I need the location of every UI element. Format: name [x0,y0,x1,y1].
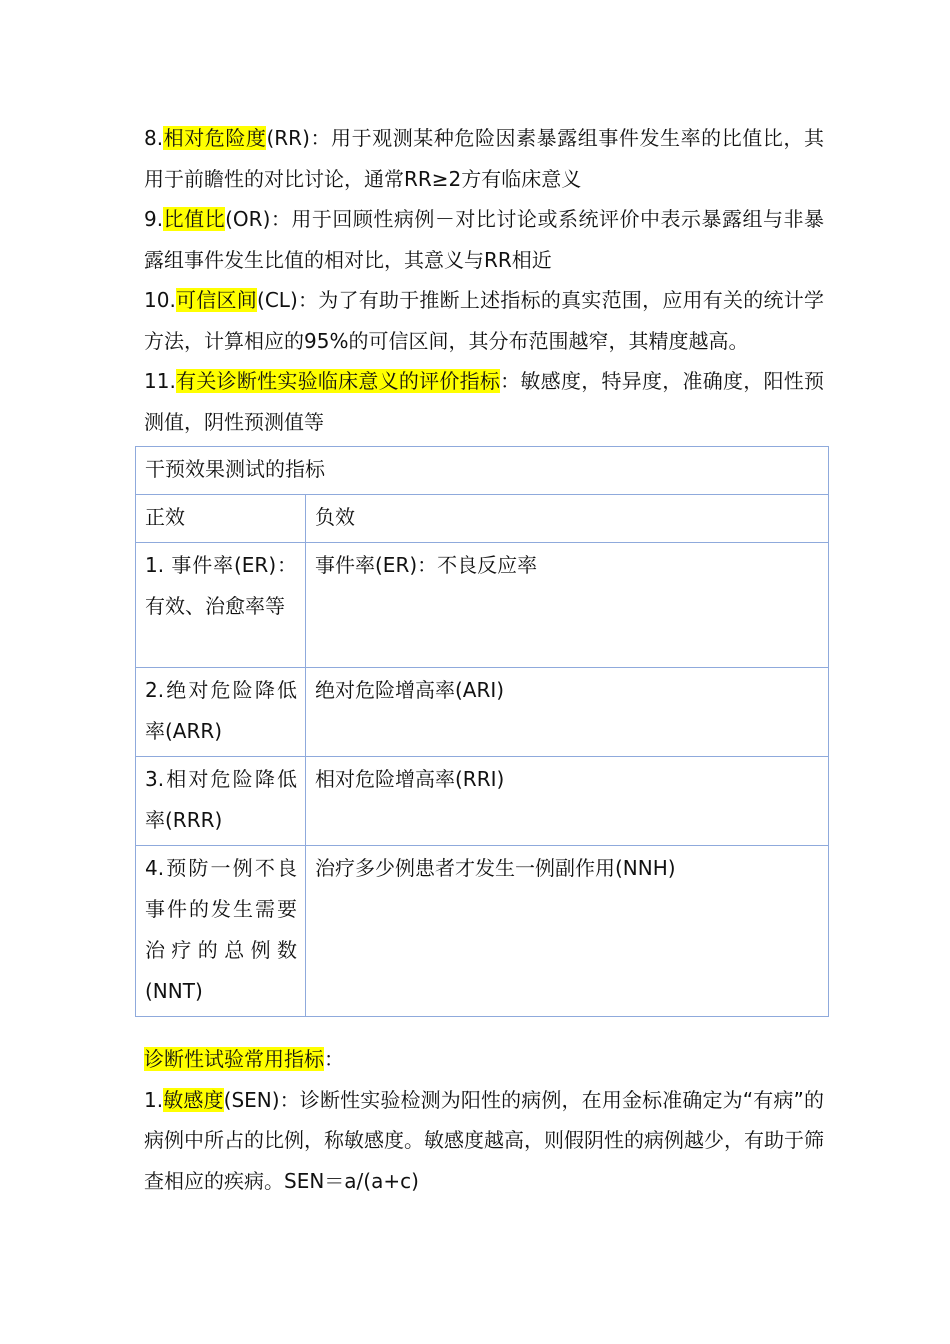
table-title-row [136,447,829,495]
table-cell-negative: 相对危险增高率(RRI) [306,757,829,846]
sen-item: 1.敏感度(SEN)：诊断性实验检测为阳性的病例，在用金标准确定为“有病”的病例中所占的比例，称敏感度。敏感度越高，则假阴性的病例越少，有助于筛查相应的疾病。SEN＝a/(a+c) [144,1087,825,1193]
header-negative: 负效 [306,495,829,543]
table-cell-positive: 3.相对危险降低率(RRR) [136,757,306,846]
highlighted-term: 敏感度 [163,1087,224,1112]
header-positive: 正效 [136,495,306,543]
highlighted-term: 诊断性试验常用指标 [144,1047,324,1071]
table-cell-positive: 2.绝对危险降低率(ARR) [136,668,306,757]
table-row [136,543,829,668]
table-cell-negative: 治疗多少例患者才发生一例副作用(NNH) [306,846,829,1017]
table-cell-negative: 绝对危险增高率(ARI) [306,668,829,757]
table-cell-positive: 1. 事件率(ER)：有效、治愈率等 [136,543,306,668]
table-title: 干预效果测试的指标 [136,447,829,495]
highlighted-term: 比值比 [163,207,226,231]
table-row [136,757,829,846]
table-row [136,846,829,1017]
section-heading: 诊断性试验常用指标： [144,1047,344,1071]
item-9: 9.比值比(OR)：用于回顾性病例－对比讨论或系统评价中表示暴露组与非暴露组事件发生比值的相对比，其意义与RR相近 [144,207,825,272]
item-11: 11.有关诊断性实验临床意义的评价指标：敏感度，特异度，准确度，阳性预测值，阴性预测值等 [144,369,825,434]
table-header-row [136,495,829,543]
item-8: 8.相对危险度(RR)：用于观测某种危险因素暴露组事件发生率的比值比，其用于前瞻性的对比讨论，通常RR≥2方有临床意义 [144,126,824,191]
highlighted-term: 可信区间 [175,288,258,312]
highlighted-term: 相对危险度 [163,126,267,150]
item-10: 10.可信区间(CL)：为了有助于推断上述指标的真实范围，应用有关的统计学方法，计算相应的95%的可信区间，其分布范围越窄，其精度越高。 [144,288,825,353]
highlighted-term: 有关诊断性实验临床意义的评价指标 [175,369,501,393]
document-page [144,118,824,1201]
table-cell-negative: 事件率(ER)：不良反应率 [306,543,829,668]
table-row [136,668,829,757]
intervention-indicator-table [135,446,829,1017]
table-cell-positive: 4.预防一例不良事件的发生需要治疗的总例数(NNT) [136,846,306,1017]
